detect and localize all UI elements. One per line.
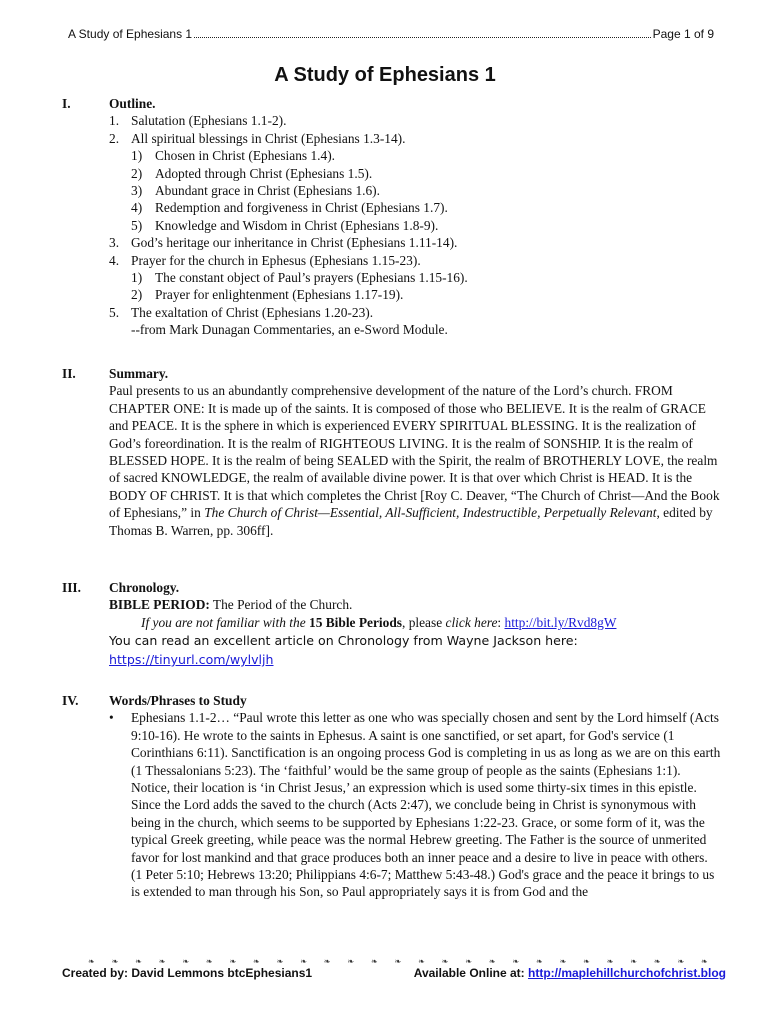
outline-item: 5. The exaltation of Christ (Ephesians 1.20-23).	[109, 304, 374, 320]
section-number: III.	[62, 580, 81, 595]
section-number: II.	[62, 366, 76, 381]
section-heading: Outline.	[109, 96, 156, 111]
outline-subitem: 5) Knowledge and Wisdom in Christ (Ephesians 1.8-9).	[131, 217, 439, 233]
footer-online: Available Online at: http://maplehillchurchofchrist.blog	[413, 966, 726, 980]
book-title: The Church of Christ—Essential, All-Sufficient, Indestructible, Perpetually Relevant	[204, 505, 657, 521]
outline-subitem: 2) Prayer for enlightenment (Ephesians 1.17-19).	[131, 287, 404, 303]
summary-paragraph: Paul presents to us an abundantly comprehensive development of the nature of the Lord’s church. FROM CHAPTER ONE: It is made up of the saints. It is composed of those who BELIEVE. It is the realm of GRACE and PEACE. It is the sphere in which is experienced EVERY SPIRITUAL BLESSING. It is the realization of God’s foreordination. It is the realm of RIGHTEOUS LIVING. It is the realm of SONSHIP. It is the realm of BLESSED HOPE. It is the realm of being SEALED with the Spirit, the realm of BROTHERLY LOVE, the realm of sacred KNOWLEDGE, the realm of available divine power. It is that over which Christ is HEAD. It is the BODY OF CHRIST. It is that which completes the Christ [Roy C. Deaver, “The Church of Christ—And the Book of Ephesians,” in The Church of Christ—Essential, All-Sufficient, Indestructible, Perpetually Relevant, edited by Thomas B. Warren, pp. 306ff].	[109, 383, 720, 538]
section-body	[109, 692, 721, 901]
chronology-article-text: You can read an excellent article on Chronology from Wayne Jackson here:	[109, 633, 578, 649]
document-title: A Study of Ephesians 1	[274, 64, 496, 86]
bible-periods-note: If you are not familiar with the 15 Bible Periods, please click here: http://bit.ly/Rvd8gW	[141, 614, 617, 630]
footer-author: Created by: David Lemmons btcEphesians1	[62, 966, 313, 980]
section-body	[109, 95, 721, 339]
bible-periods-link[interactable]: http://bit.ly/Rvd8gW	[504, 614, 617, 630]
outline-subitem: 2) Adopted through Christ (Ephesians 1.5).	[131, 165, 373, 181]
section-number: IV.	[62, 693, 79, 708]
list-item	[109, 709, 721, 900]
section-heading: Words/Phrases to Study	[109, 693, 247, 708]
chronology-article-link[interactable]: https://tinyurl.com/wylvljh	[109, 652, 274, 668]
outline-subitem: 1) Chosen in Christ (Ephesians 1.4).	[131, 148, 336, 164]
section-body	[109, 365, 721, 539]
outline-source: --from Mark Dunagan Commentaries, an e-Sword Module.	[131, 322, 448, 338]
outline-subitem: 4) Redemption and forgiveness in Christ (Ephesians 1.7).	[131, 200, 448, 216]
footer-decorative-marks: ❧ ❧ ❧ ❧ ❧ ❧ ❧ ❧ ❧ ❧ ❧ ❧ ❧ ❧ ❧ ❧ ❧ ❧ ❧ ❧ ❧ ❧ ❧ ❧ ❧ ❧ ❧	[88, 957, 708, 966]
outline-item: 2. All spiritual blessings in Christ (Ephesians 1.3-14).	[109, 130, 406, 146]
section-body	[109, 579, 721, 669]
header-title: A Study of Ephesians 1	[68, 27, 193, 41]
bullet-icon: •	[109, 710, 114, 726]
section-heading: Summary.	[109, 366, 169, 381]
outline-item: 4. Prayer for the church in Ephesus (Ephesians 1.15-23).	[109, 252, 421, 268]
section-heading: Chronology.	[109, 580, 180, 595]
header-dot-leader	[194, 28, 651, 38]
section-number: I.	[62, 96, 71, 111]
bible-period: BIBLE PERIOD: The Period of the Church.	[109, 597, 353, 613]
outline-item: 3. God’s heritage our inheritance in Christ (Ephesians 1.11-14).	[109, 235, 458, 251]
outline-subitem: 3) Abundant grace in Christ (Ephesians 1.6).	[131, 183, 380, 199]
header-page-number: Page 1 of 9	[652, 27, 714, 41]
outline-subitem: 1) The constant object of Paul’s prayers (Ephesians 1.15-16).	[131, 270, 468, 286]
outline-item: 1. Salutation (Ephesians 1.1-2).	[109, 113, 287, 129]
footer-website-link[interactable]: http://maplehillchurchofchrist.blog	[528, 966, 726, 980]
list-item-text: Ephesians 1.1-2… “Paul wrote this letter as one who was specially chosen and sent by the Lord himself (Acts 9:10-16). He wrote to the saints in Ephesus. A saint is one sanctified, or set apart, for God's service (1 Corinthians 6:11). Sanctification is an ongoing process God is completing in us as long as we are on this earth (1 Thessalonians 5:23). The ‘faithful’ would be the same group of people as the saints (Ephesians 1:1). Notice, their location is ‘in Christ Jesus,’ an expression which is used some thirty-six times in this epistle. Since the Lord adds the saved to the church (Acts 2:47), we conclude being in Christ is synonymous with being in the church, which seems to be supported by Ephesians 1:22-23. Grace, or some form of it, was the typical Greek greeting, while peace was the normal Hebrew greeting. The Father is the source of unmerited favor for lost mankind and that grace produces both an inner peace and a desire to live in peace with others. (1 Peter 5:10; Hebrews 13:20; Philippians 4:6-7; Matthew 5:43-48.) God's grace and the peace it brings to us is extended to man through his Son, so Paul appropriately says it is from God and the	[131, 710, 721, 900]
page-header	[68, 27, 714, 41]
